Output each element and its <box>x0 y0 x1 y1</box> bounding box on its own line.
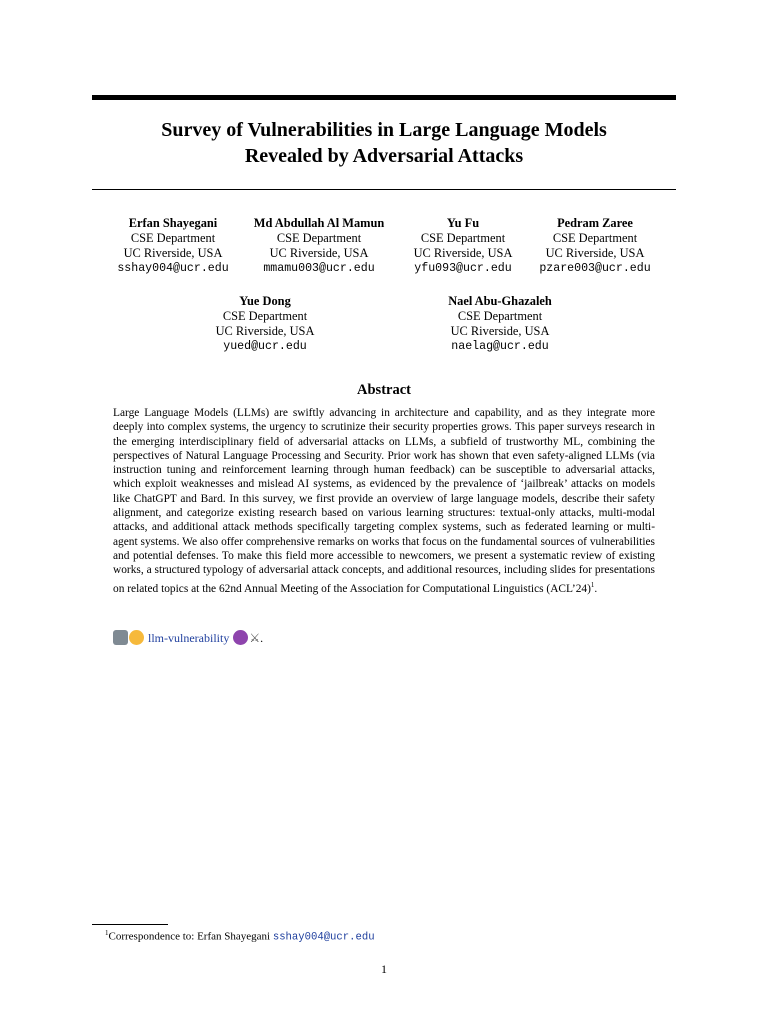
footnote-text: Correspondence to: Erfan Shayegani <box>108 930 273 943</box>
paper-title <box>92 117 676 169</box>
author-block <box>190 294 340 354</box>
title-line-2: Revealed by Adversarial Attacks <box>244 145 524 167</box>
footnote-marker[interactable]: 1 <box>590 580 595 589</box>
devil-face-icon <box>233 630 248 645</box>
author-email[interactable]: pzare003@ucr.edu <box>539 262 651 275</box>
author-affiliation: UC Riverside, USA <box>450 324 550 338</box>
author-affiliation: UC Riverside, USA <box>215 324 315 338</box>
title-line-1: Survey of Vulnerabilities in Large Language Models <box>161 119 607 141</box>
page-number: 1 <box>381 962 387 976</box>
author-dept: CSE Department <box>552 231 638 245</box>
author-name: Yue Dong <box>239 294 291 308</box>
resource-links <box>113 629 263 647</box>
author-affiliation: UC Riverside, USA <box>269 246 369 260</box>
author-block <box>400 216 526 276</box>
author-block <box>420 294 580 354</box>
author-dept: CSE Department <box>130 231 216 245</box>
title-bottom-rule <box>92 189 676 190</box>
author-name: Yu Fu <box>446 216 480 230</box>
author-email[interactable]: yued@ucr.edu <box>223 340 307 353</box>
author-name: Md Abdullah Al Mamun <box>253 216 385 230</box>
abstract-heading: Abstract <box>357 382 411 398</box>
abstract-period: . <box>594 582 598 595</box>
link-period: . <box>260 631 264 645</box>
author-name: Nael Abu-Ghazaleh <box>448 294 552 308</box>
repo-link[interactable]: llm-vulnerability <box>148 631 230 645</box>
author-affiliation: UC Riverside, USA <box>545 246 645 260</box>
abstract-body <box>113 406 655 596</box>
author-email[interactable]: sshay004@ucr.edu <box>117 262 229 275</box>
author-name: Pedram Zaree <box>557 216 633 230</box>
abstract-text: Large Language Models (LLMs) are swiftly advancing in architecture and capability, and as they integrate more deeply into complex systems, the urgency to scrutinize their security properties grows. This paper surveys research in the emerging interdisciplinary field of adversarial attacks on LLMs, a subfield of trustworthy ML, combining the perspectives of Natural Language Processing and Security. Prior work has shown that even safety-aligned LLMs (via instruction tuning and reinforcement learning through human feedback) can be susceptible to adversarial attacks, which exploit weaknesses and mislead AI systems, as evidenced by the prevalence of ‘jailbreak’ attacks on models like ChatGPT and Bard. In this survey, we first provide an overview of large language models, describe their safety alignment, and categorize existing research based on various learning structures: textual-only attacks, multi-modal attacks, and additional attack methods specifically targeting complex systems, such as federated learning or multi-agent systems. We also offer comprehensive remarks on works that focus on the fundamental sources of vulnerabilities and potential defenses. To make this field more accessible to newcomers, we present a systematic review of existing works, a structured typology of adversarial attack concepts, and additional resources, including slides for presentations on related topics at the 62nd Annual Meeting of the Association for Computational Linguistics (ACL’24) <box>113 407 655 595</box>
author-name: Erfan Shayegani <box>128 216 218 230</box>
author-email[interactable]: yfu093@ucr.edu <box>414 262 512 275</box>
author-block <box>238 216 400 276</box>
footnote-number: 1 <box>105 929 109 937</box>
footnote <box>105 926 375 945</box>
author-email[interactable]: naelag@ucr.edu <box>451 340 549 353</box>
robot-icon <box>113 630 128 645</box>
author-dept: CSE Department <box>276 231 362 245</box>
author-email[interactable]: mmamu003@ucr.edu <box>263 262 375 275</box>
smiling-face-icon <box>129 630 144 645</box>
author-affiliation: UC Riverside, USA <box>413 246 513 260</box>
author-dept: CSE Department <box>457 309 543 323</box>
author-dept: CSE Department <box>420 231 506 245</box>
title-top-rule <box>92 95 676 100</box>
footnote-email[interactable]: sshay004@ucr.edu <box>272 931 375 944</box>
footnote-rule <box>92 924 168 925</box>
author-block <box>98 216 248 276</box>
author-dept: CSE Department <box>222 309 308 323</box>
author-affiliation: UC Riverside, USA <box>123 246 223 260</box>
crossed-swords-icon: ⚔ <box>249 631 261 645</box>
author-block <box>530 216 660 276</box>
